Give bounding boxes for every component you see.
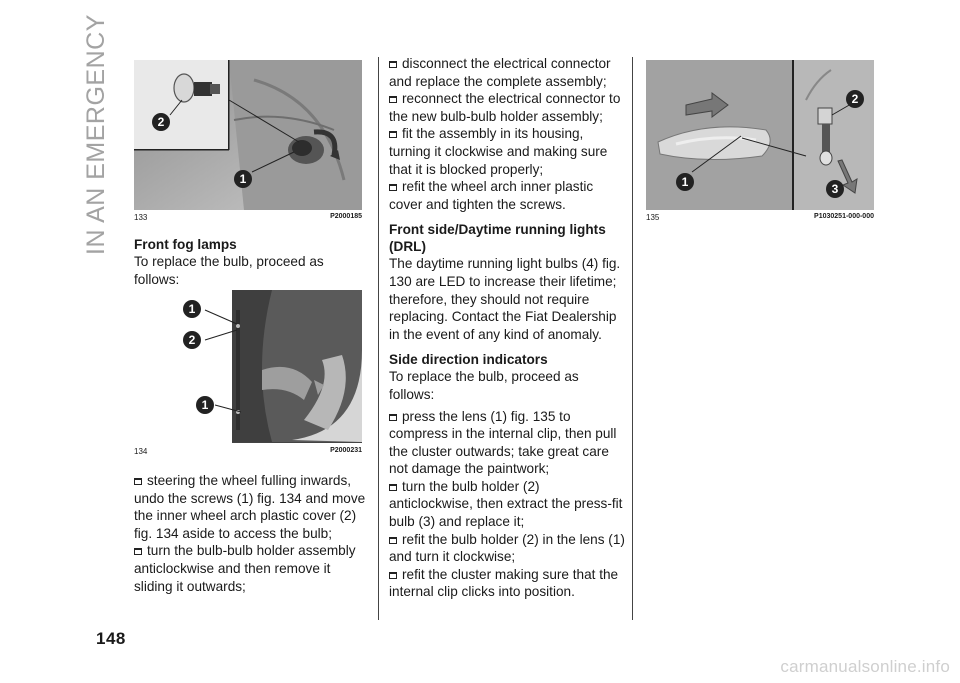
bullet-item [134, 472, 366, 542]
section-title: IN AN EMERGENCY [82, 14, 110, 255]
bullet-icon [389, 131, 397, 138]
column-1-bottom [134, 472, 366, 595]
bullet-text: turn the bulb-bulb holder assembly anticlockwise and then remove it sliding it outwards; [134, 543, 356, 594]
bullet-icon [389, 484, 397, 491]
bullet-text: turn the bulb holder (2) anticlockwise, then extract the press-fit bulb (3) and replace it; [389, 478, 623, 530]
bullet-icon [389, 96, 397, 103]
callout-1: 1 [183, 300, 201, 318]
column-2 [389, 55, 625, 601]
bullet-item [134, 542, 366, 595]
bullet-icon [134, 478, 142, 485]
bullet-icon [389, 414, 397, 421]
paragraph-fog-intro: To replace the bulb, proceed as follows: [134, 254, 324, 287]
figure-134-image [232, 290, 362, 442]
bullet-icon [389, 537, 397, 544]
callout-2: 2 [183, 331, 201, 349]
figure-134-leader-lines [195, 300, 245, 420]
heading-front-fog-lamps: Front fog lamps [134, 237, 237, 252]
bullet-icon [389, 184, 397, 191]
bullet-item [389, 566, 625, 601]
figure-135-code: P1030251-000-000 [814, 213, 874, 220]
figure-135-image [646, 60, 874, 210]
callout-1: 1 [676, 173, 694, 191]
bullet-item [389, 178, 625, 213]
bullet-text: steering the wheel fulling inwards, undo the screws (1) fig. 134 and move the inner wheel arch plastic cover (2) fig. 134 aside to access the bulb; [134, 473, 366, 541]
bullet-item [389, 125, 625, 178]
bullet-item [389, 90, 625, 125]
watermark: carmanualsonline.info [780, 657, 950, 676]
bullet-item [389, 531, 625, 566]
paragraph-drl: The daytime running light bulbs (4) fig. 130 are LED to increase their lifetime; therefore, they should not require replacing. Contact the Fiat Dealership in the event of any kind of anomaly. [389, 256, 621, 342]
bullet-icon [389, 572, 397, 579]
callout-3: 3 [826, 180, 844, 198]
bullet-icon [134, 548, 142, 555]
figure-133-image [134, 60, 362, 210]
page-number: 148 [96, 629, 126, 648]
figure-134-rule [232, 442, 362, 443]
paragraph-side-intro: To replace the bulb, proceed as follows: [389, 369, 579, 402]
bullet-item [389, 478, 625, 531]
column-divider [378, 57, 379, 620]
bullet-text: disconnect the electrical connector and replace the complete assembly; [389, 56, 611, 89]
figure-134-code: P2000231 [330, 447, 362, 454]
column-1-top [134, 236, 364, 288]
callout-1: 1 [234, 170, 252, 188]
bullet-icon [389, 61, 397, 68]
figure-133-code: P2000185 [330, 213, 362, 220]
heading-drl: Front side/Daytime running lights (DRL) [389, 222, 606, 255]
bullet-item [389, 408, 625, 478]
bullet-text: refit the bulb holder (2) in the lens (1) and turn it clockwise; [389, 531, 625, 565]
callout-2: 2 [152, 113, 170, 131]
callout-2: 2 [846, 90, 864, 108]
heading-side-indicators: Side direction indicators [389, 352, 548, 368]
column-divider [632, 57, 633, 620]
figure-134-number: 134 [134, 447, 148, 456]
figure-133-number: 133 [134, 213, 148, 222]
figure-135-number: 135 [646, 213, 660, 222]
callout-1: 1 [196, 396, 214, 414]
bullet-text: press the lens (1) fig. 135 to compress in the internal clip, then pull the cluster outwards; take great care not damage the paintwork; [389, 408, 617, 477]
bullet-text: refit the cluster making sure that the internal clip clicks into position. [389, 566, 619, 600]
bullet-text: fit the assembly in its housing, turning it clockwise and making sure that it is blocked properly; [389, 126, 608, 177]
bullet-text: refit the wheel arch inner plastic cover and tighten the screws. [389, 179, 594, 212]
bullet-text: reconnect the electrical connector to the new bulb-bulb holder assembly; [389, 91, 621, 124]
bullet-item [389, 55, 625, 90]
